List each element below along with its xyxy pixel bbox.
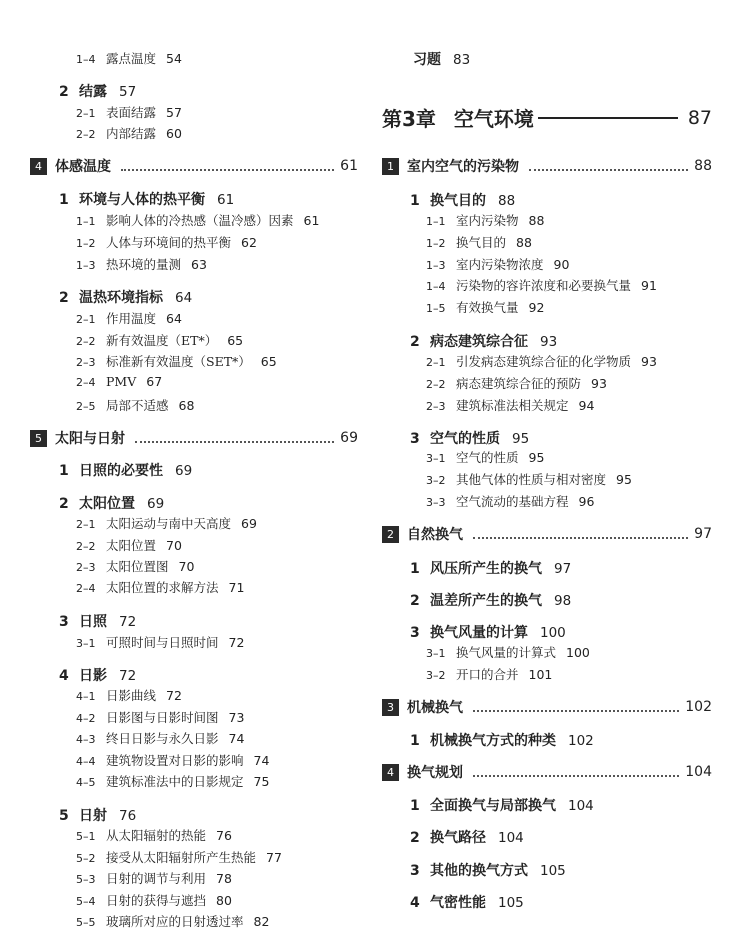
toc-subentry[interactable]: 2–1 作用温度 64: [76, 311, 182, 326]
toc-entry[interactable]: 3 换气风量的计算 100: [410, 625, 566, 641]
dot-leader: [473, 702, 679, 712]
section-number-badge: 2: [382, 526, 399, 543]
toc-entry[interactable]: 2 太阳位置 69: [59, 496, 165, 512]
toc-section-heading[interactable]: 4 体感温度 61: [30, 156, 358, 176]
toc-entry[interactable]: 2 换气路径 104: [410, 830, 524, 846]
chapter-rule: [538, 117, 678, 119]
section-number-badge: 5: [30, 430, 47, 447]
toc-subentry[interactable]: 1–3 热环境的量测 63: [76, 257, 207, 272]
toc-entry[interactable]: 3 日照 72: [59, 614, 137, 630]
toc-entry-exercises[interactable]: 习题 83: [413, 52, 471, 68]
toc-subentry[interactable]: 4–5 建筑标准法中的日影规定 75: [76, 774, 270, 789]
dot-leader: [473, 529, 688, 539]
toc-entry[interactable]: 1 全面换气与局部换气 104: [410, 798, 594, 814]
toc-subentry[interactable]: 2–2 内部结露 60: [76, 126, 182, 141]
toc-subentry[interactable]: 5–5 玻璃所对应的日射透过率 82: [76, 914, 270, 929]
toc-subentry[interactable]: 2–2 病态建筑综合征的预防 93: [426, 376, 607, 391]
toc-subentry[interactable]: 3–1 换气风量的计算式 100: [426, 645, 590, 660]
toc-subentry[interactable]: 1–5 有效换气量 92: [426, 300, 545, 315]
toc-subentry[interactable]: 1–4 污染物的容许浓度和必要换气量 91: [426, 278, 657, 293]
section-number-badge: 4: [382, 764, 399, 781]
toc-subentry[interactable]: 3–2 开口的合并 101: [426, 667, 553, 682]
dot-leader: [135, 433, 334, 443]
toc-subentry[interactable]: 2–3 标准新有效温度（SET*） 65: [76, 354, 277, 369]
toc-subentry[interactable]: 2–3 建筑标准法相关规定 94: [426, 398, 595, 413]
toc-subentry[interactable]: 3–2 其他气体的性质与相对密度 95: [426, 472, 632, 487]
toc-subentry[interactable]: 3–1 可照时间与日照时间 72: [76, 635, 245, 650]
toc-subentry[interactable]: 4–2 日影图与日影时间图 73: [76, 710, 245, 725]
toc-subentry[interactable]: 2–2 新有效温度（ET*） 65: [76, 333, 244, 348]
toc-entry[interactable]: 3 其他的换气方式 105: [410, 863, 566, 879]
toc-subentry[interactable]: 5–2 接受从太阳辐射所产生热能 77: [76, 850, 282, 865]
toc-entry[interactable]: 1 环境与人体的热平衡 61: [59, 192, 235, 208]
toc-subentry[interactable]: 1–4 露点温度 54: [76, 51, 182, 66]
toc-subentry[interactable]: 2–1 引发病态建筑综合征的化学物质 93: [426, 354, 657, 369]
toc-subentry[interactable]: 3–1 空气的性质 95: [426, 450, 545, 465]
toc-subentry[interactable]: 1–2 换气目的 88: [426, 235, 532, 250]
dot-leader: [473, 767, 679, 777]
toc-entry[interactable]: 3 空气的性质 95: [410, 431, 530, 447]
toc-entry[interactable]: 2 温差所产生的换气 98: [410, 593, 572, 609]
toc-section-heading[interactable]: 4 换气规划 104: [382, 762, 712, 782]
toc-entry[interactable]: 2 温热环境指标 64: [59, 290, 193, 306]
section-number-badge: 4: [30, 158, 47, 175]
toc-entry[interactable]: 2 结露 57: [59, 84, 137, 100]
toc-subentry[interactable]: 2–4 太阳位置的求解方法 71: [76, 580, 245, 595]
toc-entry[interactable]: 5 日射 76: [59, 808, 137, 824]
toc-entry[interactable]: 1 日照的必要性 69: [59, 463, 193, 479]
toc-subentry[interactable]: 2–3 太阳位置图 70: [76, 559, 195, 574]
toc-entry[interactable]: 2 病态建筑综合征 93: [410, 334, 558, 350]
toc-subentry[interactable]: 4–4 建筑物设置对日影的影响 74: [76, 753, 270, 768]
toc-subentry[interactable]: 1–1 室内污染物 88: [426, 213, 545, 228]
toc-subentry[interactable]: 2–1 表面结露 57: [76, 105, 182, 120]
toc-subentry[interactable]: 5–1 从太阳辐射的热能 76: [76, 828, 232, 843]
section-number-badge: 3: [382, 699, 399, 716]
toc-entry[interactable]: 1 风压所产生的换气 97: [410, 561, 572, 577]
toc-subentry[interactable]: 5–4 日射的获得与遮挡 80: [76, 893, 232, 908]
toc-entry[interactable]: 1 机械换气方式的种类 102: [410, 733, 594, 749]
toc-subentry[interactable]: 1–2 人体与环境间的热平衡 62: [76, 235, 257, 250]
section-number-badge: 1: [382, 158, 399, 175]
toc-subentry[interactable]: 2–1 太阳运动与南中天高度 69: [76, 516, 257, 531]
toc-subentry[interactable]: 3–3 空气流动的基础方程 96: [426, 494, 595, 509]
toc-section-heading[interactable]: 1 室内空气的污染物 88: [382, 156, 712, 176]
toc-entry[interactable]: 4 日影 72: [59, 668, 137, 684]
toc-entry[interactable]: 1 换气目的 88: [410, 193, 516, 209]
toc-subentry[interactable]: 5–3 日射的调节与利用 78: [76, 871, 232, 886]
dot-leader: [529, 161, 688, 171]
chapter-heading[interactable]: 第3章 空气环境 87: [382, 106, 712, 131]
toc-section-heading[interactable]: 2 自然换气 97: [382, 524, 712, 544]
toc-subentry[interactable]: 1–3 室内污染物浓度 90: [426, 257, 570, 272]
toc-subentry[interactable]: 1–1 影响人体的冷热感（温冷感）因素 61: [76, 213, 320, 228]
dot-leader: [121, 161, 334, 171]
toc-section-heading[interactable]: 5 太阳与日射 69: [30, 428, 358, 448]
toc-subentry[interactable]: 4–1 日影曲线 72: [76, 688, 182, 703]
toc-section-heading[interactable]: 3 机械换气 102: [382, 697, 712, 717]
toc-subentry[interactable]: 2–5 局部不适感 68: [76, 398, 195, 413]
toc-subentry[interactable]: 2–4 PMV 67: [76, 374, 163, 389]
toc-entry[interactable]: 4 气密性能 105: [410, 895, 524, 911]
toc-subentry[interactable]: 2–2 太阳位置 70: [76, 538, 182, 553]
toc-subentry[interactable]: 4–3 终日日影与永久日影 74: [76, 731, 245, 746]
